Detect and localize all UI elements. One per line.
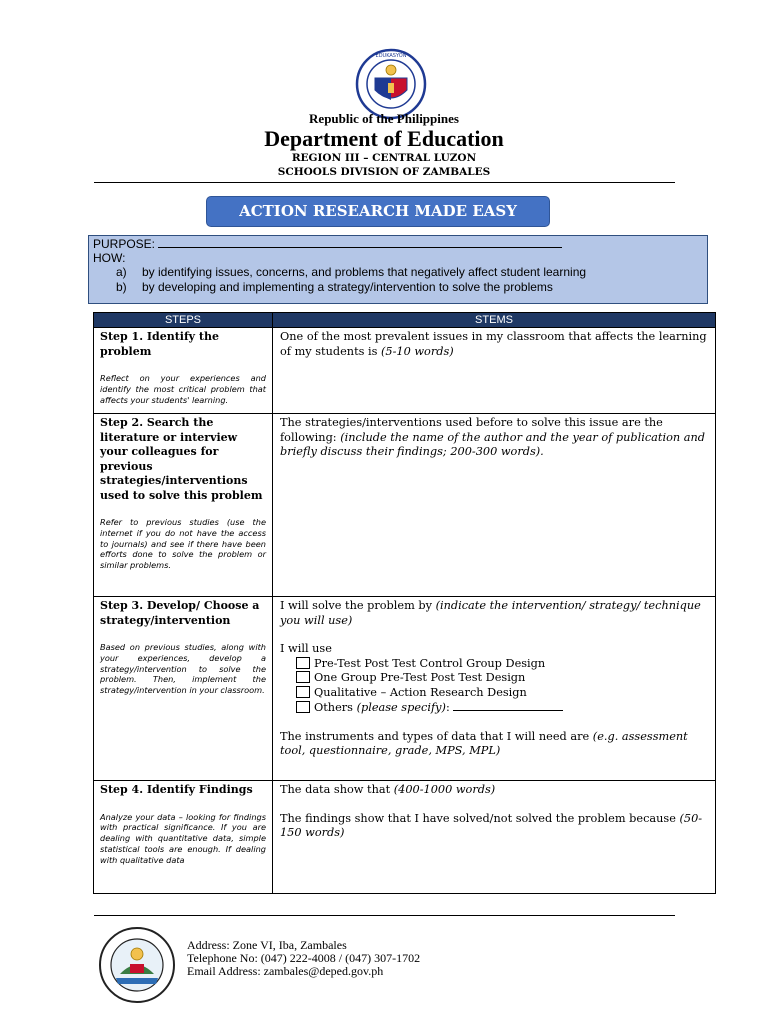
header-divider — [94, 182, 675, 183]
republic-heading: Republic of the Philippines — [309, 111, 459, 126]
table-header-row — [94, 313, 716, 328]
stem-cell[interactable] — [273, 781, 716, 894]
findings-hint: (50-150 words) — [280, 811, 703, 839]
step-cell — [94, 414, 273, 597]
step-cell — [94, 328, 273, 414]
will-use-label: I will use — [280, 642, 332, 655]
step-description: Refer to previous studies (use the internet if you do not have the access to journals) and see if there have been efforts done to solve the problem or similar problems. — [100, 517, 266, 571]
stem-hint: (include the name of the author and the year of publication and briefly discuss their findings; 200-300 words). — [280, 430, 705, 458]
table-row — [94, 328, 716, 414]
option-label: Qualitative – Action Research Design — [314, 685, 527, 699]
stem-cell[interactable] — [273, 328, 716, 414]
instruments-text: The instruments and types of data that I will need are — [280, 729, 590, 743]
stem-hint: (indicate the intervention/ strategy/ technique you will use) — [280, 599, 701, 627]
footer-divider — [94, 915, 675, 916]
instruments-hint: (e.g. assessment tool, questionnaire, grade, MPS, MPL) — [280, 729, 688, 757]
footer-address: Address: Zone VI, Iba, Zambales — [187, 938, 347, 952]
column-header-stems: STEMS — [273, 313, 716, 328]
how-item-marker: a) — [116, 265, 127, 279]
stem-hint: (5-10 words) — [381, 344, 454, 358]
step-description: Analyze your data – looking for findings with practical significance. If you are dealing with quantitative data, simple statistical tools are enough. If dealing with qualitative data — [100, 811, 266, 865]
option-row — [280, 657, 709, 672]
stem-text: The data show that — [280, 783, 391, 796]
stem-text: I will solve the problem by — [280, 599, 432, 612]
how-item — [93, 265, 703, 280]
how-item-marker: b) — [116, 279, 127, 294]
purpose-label: PURPOSE: — [93, 237, 156, 251]
division-seal-logo — [98, 926, 176, 1004]
step-description: Reflect on your experiences and identify the most critical problem that affects your students' learning. — [100, 373, 266, 405]
design-checkbox[interactable] — [296, 671, 310, 683]
column-header-steps: STEPS — [94, 313, 273, 328]
design-checkbox[interactable] — [296, 686, 310, 698]
others-hint: (please specify) — [356, 701, 446, 714]
purpose-box — [88, 235, 708, 304]
stem-text: The strategies/interventions used before to solve this issue are the following: — [280, 416, 663, 444]
how-item-text: by developing and implementing a strategy/intervention to solve the problems — [142, 279, 553, 294]
region-heading: REGION III – CENTRAL LUZON — [291, 152, 477, 164]
deped-seal-logo — [355, 48, 427, 120]
how-item-text: by identifying issues, concerns, and problems that negatively affect student learning — [142, 265, 587, 279]
step-cell — [94, 597, 273, 781]
purpose-blank-field[interactable] — [158, 237, 562, 248]
page-title-banner: ACTION RESEARCH MADE EASY — [206, 196, 550, 227]
option-label: Pre-Test Post Test Control Group Design — [314, 656, 546, 670]
purpose-row — [93, 237, 703, 251]
design-checkbox[interactable] — [296, 657, 310, 669]
how-label: HOW: — [93, 251, 126, 265]
stem-text: One of the most prevalent issues in my classroom that affects the learning of my students is — [280, 330, 707, 358]
design-checkbox[interactable] — [296, 701, 310, 713]
others-specify-field[interactable] — [453, 700, 563, 711]
table-row — [94, 781, 716, 894]
step-description: Based on previous studies, along with your experiences, develop a strategy/intervention to solve the problem. Then, implement the strategy/intervention in your classroom. — [100, 642, 266, 696]
table-row — [94, 597, 716, 781]
others-colon: : — [445, 701, 450, 714]
findings-text: The findings show that I have solved/not solved the problem because — [280, 811, 676, 825]
division-heading: SCHOOLS DIVISION OF ZAMBALES — [277, 166, 491, 178]
step-title: Step 1. Identify the problem — [100, 330, 219, 358]
step-title: Step 2. Search the literature or interview your colleagues for previous strategies/interventions used to solve this problem — [100, 416, 263, 502]
footer-email[interactable]: Email Address: zambales@deped.gov.ph — [187, 964, 384, 978]
footer-telephone: Telephone No: (047) 222-4008 / (047) 307-1702 — [187, 951, 421, 965]
department-heading: Department of Education — [264, 126, 504, 151]
option-label: Others — [314, 701, 353, 714]
table-row — [94, 414, 716, 597]
step-title: Step 4. Identify Findings — [100, 783, 253, 796]
stem-cell[interactable] — [273, 597, 716, 781]
step-title: Step 3. Develop/ Choose a strategy/intervention — [100, 599, 260, 627]
svg-text:EDUKASYON: EDUKASYON — [375, 53, 407, 59]
option-row — [280, 671, 709, 686]
option-row — [280, 700, 709, 716]
option-row — [280, 686, 709, 701]
how-item — [93, 280, 703, 295]
steps-table — [93, 312, 716, 894]
stem-cell[interactable] — [273, 414, 716, 597]
step-cell — [94, 781, 273, 894]
option-label: One Group Pre-Test Post Test Design — [314, 671, 526, 684]
stem-hint: (400-1000 words) — [393, 783, 496, 796]
